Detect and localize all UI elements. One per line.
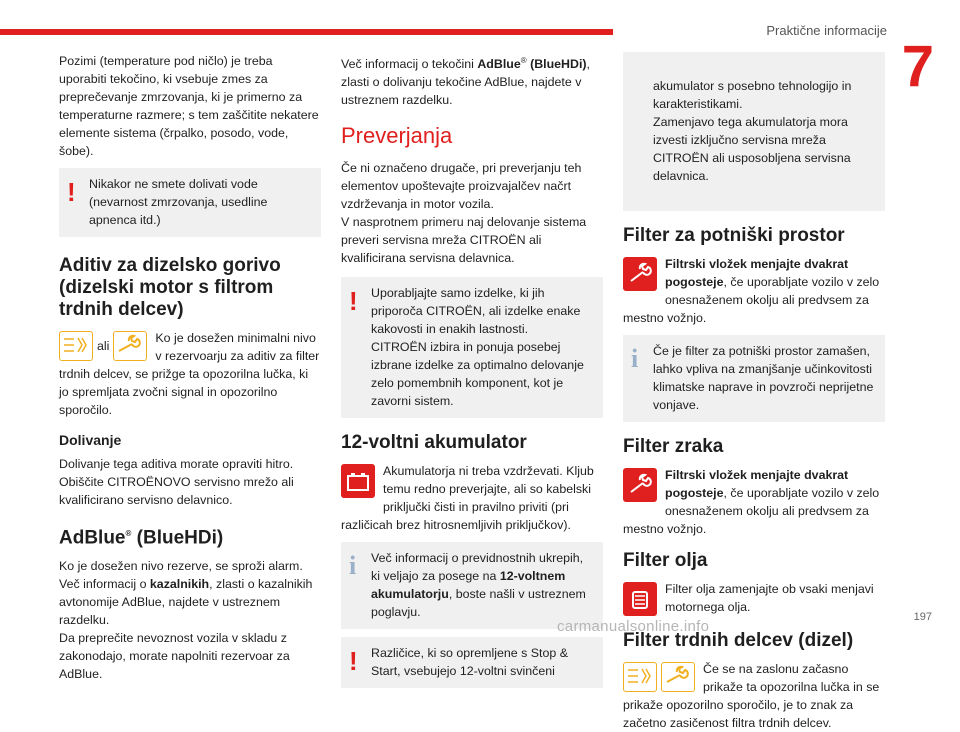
wrench-icon bbox=[661, 662, 695, 692]
chapter-number: 7 bbox=[901, 34, 934, 99]
adblue-text-2: Več informacij o kazalnikih, zlasti o kazalnikih avtonomije AdBlue, najdete v ustreznem razdelku. bbox=[59, 577, 313, 628]
column-2 bbox=[341, 52, 603, 696]
oil-filter-icon bbox=[623, 582, 657, 616]
warning-box bbox=[59, 168, 321, 237]
section-heading-filter-zraka: Filter zraka bbox=[623, 436, 724, 457]
filter-warning-icon bbox=[623, 662, 657, 692]
info-icon: i bbox=[631, 344, 639, 373]
page-number: 197 bbox=[913, 611, 932, 623]
filter-olja-text: Filter olja zamenjajte ob vsaki menjavi motornega olja. bbox=[665, 582, 874, 614]
aditiv-text: Ko je dosežen minimalni nivo v rezervoarju za aditiv za filter trdnih delcev, se prižge ta opozorilna lučka, ki jo spremljata zvočni signal in opozorilno sporočilo. bbox=[59, 331, 320, 417]
battery-icon-box bbox=[341, 464, 375, 498]
info-text: Več informacij o previdnostnih ukrepih, ki veljajo za posege na 12-voltnem akumulatorju, boste našli v ustreznem poglavju. bbox=[371, 551, 586, 620]
watermark: carmanualsonline.info bbox=[557, 618, 710, 635]
adblue-text-1: Ko je dosežen nivo rezerve, se sproži alarm. bbox=[59, 559, 303, 574]
service-icon-box bbox=[623, 468, 657, 502]
filter-zraka-text: Filtrski vložek menjajte dvakrat pogosteje, če uporabljate vozilo v zelo onesnaženem okolju ali predvsem za mestno vožnjo. bbox=[623, 468, 880, 536]
battery-icon bbox=[341, 464, 375, 498]
warning-box bbox=[341, 277, 603, 418]
aditiv-icons bbox=[59, 331, 147, 361]
warning-text-continued: akumulator s posebno tehnologijo in karakteristikami. Zamenjavo tega akumulatorja mora izvesti izključno servisna mreža CITROËN ali usposobljena servisna delavnica. bbox=[653, 79, 852, 183]
preverjanja-text-1: Če ni označeno drugače, pri preverjanju teh elementov upoštevajte proizvajalčev načrt vzdrževanja in motor vozila. bbox=[341, 161, 582, 212]
warning-text: CITROËN izbira in ponuja posebej izbrane izdelke za optimalno delovanje zelo pomembnih komponent, kot je zavorni sistem. bbox=[371, 340, 584, 409]
section-heading-aditiv: Aditiv za dizelsko gorivo (dizelski motor s filtrom trdnih delcev) bbox=[59, 255, 281, 320]
adblue-text-3: Da preprečite nevoznost vozila v skladu z zakonodajo, morate napolniti rezervoar za AdBlue. bbox=[59, 631, 290, 682]
continued-warning-box bbox=[623, 52, 885, 211]
filter-warning-icon bbox=[59, 331, 93, 361]
potniski-filter-text: Filtrski vložek menjajte dvakrat pogosteje, če uporabljate vozilo v zelo onesnaženem okolju ali predvsem za mestno vožnjo. bbox=[623, 257, 880, 325]
filter-trdnih-text: Če se na zaslonu začasno prikaže ta opozorilna lučka in se prikaže opozorilno sporočilo, je to znak za začetno zasičenost filtra trdnih delcev. bbox=[623, 662, 880, 730]
column-1 bbox=[59, 52, 321, 683]
warning-text: Različice, ki so opremljene s Stop & Start, vsebujejo 12-voltni svinčeni bbox=[371, 646, 568, 679]
section-heading-akumulator: 12-voltni akumulator bbox=[341, 432, 527, 454]
section-heading-preverjanja: Preverjanja bbox=[341, 123, 453, 149]
section-heading-filter-trdnih-delcev: Filter trdnih delcev (dizel) bbox=[623, 630, 854, 651]
oil-filter-icon-box bbox=[623, 582, 657, 616]
akumulator-text: Akumulatorja ni treba vzdrževati. Kljub temu redno preverjajte, ali so kabelski priključki čisti in pravilno priviti (pri različicah brez hitrosnemljivih priključkov). bbox=[341, 464, 594, 533]
aditiv-or-label: ali bbox=[97, 339, 110, 353]
warning-exclamation-icon: ! bbox=[67, 177, 76, 207]
adblue-reference: Več informacij o tekočini AdBlue® (BlueHDi), zlasti o dolivanju tekočine AdBlue, najdete v ustreznem razdelku. bbox=[341, 56, 590, 108]
section-heading-adblue: AdBlue® (BlueHDi) bbox=[59, 527, 224, 549]
service-wrench-icon bbox=[623, 257, 657, 291]
warning-box bbox=[341, 637, 603, 688]
info-box bbox=[623, 335, 885, 422]
dolivanje-text: Dolivanje tega aditiva morate opraviti hitro. Obiščite CITROËNOVO servisno mrežo ali kvalificirano servisno delavnico. bbox=[59, 457, 294, 507]
preverjanja-text-2: V nasprotnem primeru naj delovanje sistema preveri servisna mreža CITROËN ali kvalificirana servisna delavnica. bbox=[341, 215, 587, 266]
service-icon-box bbox=[623, 257, 657, 291]
header-title: Praktične informacije bbox=[766, 23, 887, 38]
warning-text: Uporabljajte samo izdelke, ki jih priporoča CITROËN, ali izdelke enake kakovosti in enakih lastnosti. bbox=[371, 286, 581, 337]
antifreeze-paragraph: Pozimi (temperature pod ničlo) je treba uporabiti tekočino, ki vsebuje zmes za preprečevanje zmrzovanja, ki je primerno za temperaturne razmere; s tem zaščitite nekatere elemente sistema (črpalko, posodo, vode, šobe). bbox=[59, 54, 319, 158]
warning-exclamation-icon: ! bbox=[349, 646, 358, 677]
warning-text: Nikakor ne smete dolivati vode (nevarnost zmrzovanja, usedline apnenca itd.) bbox=[89, 177, 268, 227]
header-accent-bar bbox=[0, 29, 613, 35]
info-icon: i bbox=[349, 551, 357, 581]
section-heading-dolivanje: Dolivanje bbox=[59, 432, 122, 448]
section-heading-filter-olja: Filter olja bbox=[623, 550, 708, 571]
wrench-icon bbox=[113, 331, 147, 361]
info-box bbox=[341, 542, 603, 629]
filter-trdnih-icons bbox=[623, 662, 695, 692]
info-text: Če je filter za potniški prostor zamašen, lahko vpliva na zmanjšanje učinkovitosti klimatske naprave in povzroči neprijetne vonjave. bbox=[653, 344, 874, 412]
section-heading-potniski-filter: Filter za potniški prostor bbox=[623, 225, 845, 246]
warning-exclamation-icon: ! bbox=[349, 286, 358, 317]
service-wrench-icon bbox=[623, 468, 657, 502]
